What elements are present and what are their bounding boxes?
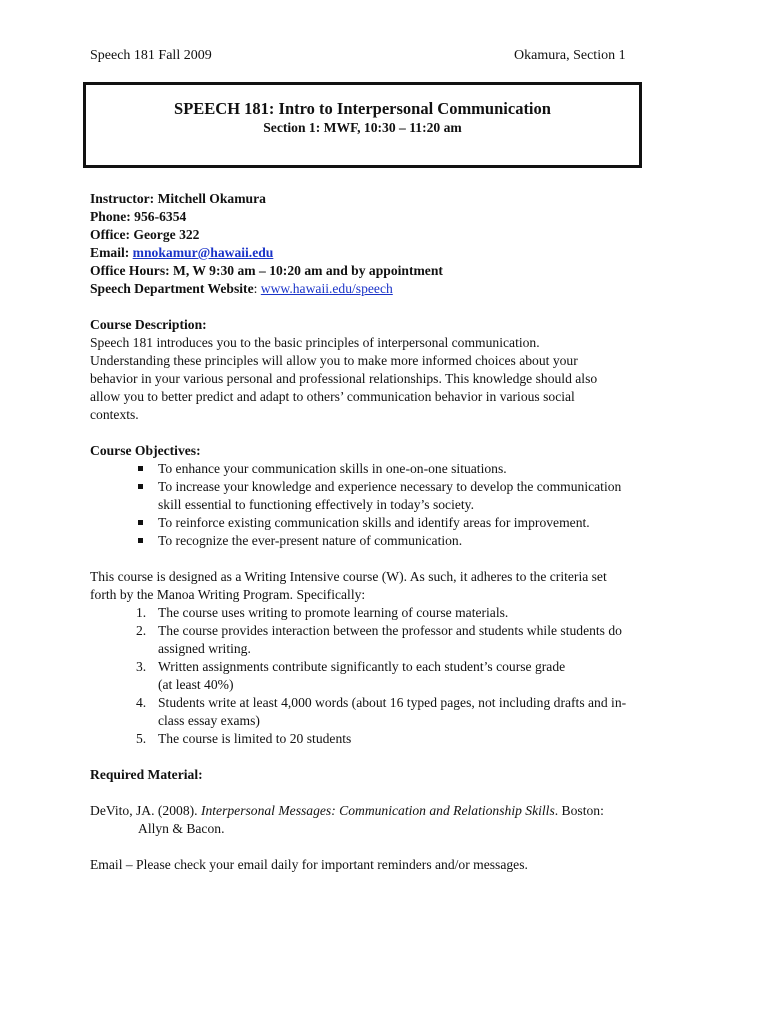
title-box	[83, 82, 642, 168]
criteria-item: 1. The course uses writing to promote learning of course materials.	[136, 605, 509, 620]
criteria-item: 3. Written assignments contribute significantly to each student’s course grade (at least 40%)	[136, 659, 566, 692]
course-description-line: allow you to better predict and adapt to others’ communication behavior in various social	[90, 389, 575, 404]
office-location: Office: George 322	[90, 227, 200, 242]
course-title: SPEECH 181: Intro to Interpersonal Communication	[174, 99, 551, 118]
criteria-item: 5. The course is limited to 20 students	[136, 731, 352, 746]
textbook-publisher: Allyn & Bacon.	[138, 821, 225, 836]
objectives-list	[90, 460, 690, 550]
objective-item: To reinforce existing communication skills and identify areas for improvement.	[138, 514, 690, 532]
syllabus-content	[90, 190, 690, 874]
writing-criteria-list	[90, 604, 690, 748]
instructor-name: Instructor: Mitchell Okamura	[90, 191, 266, 206]
required-material-heading: Required Material:	[90, 767, 203, 782]
website-separator: :	[253, 281, 261, 296]
email-note: Email – Please check your email daily for important reminders and/or messages.	[90, 857, 528, 872]
objective-item: To recognize the ever-present nature of communication.	[138, 532, 690, 550]
objective-item: To increase your knowledge and experience necessary to develop the communication skill essential to functioning effectively in today’s society.	[138, 478, 690, 514]
course-objectives-heading: Course Objectives:	[90, 443, 201, 458]
phone-number: Phone: 956-6354	[90, 209, 187, 224]
section-schedule: Section 1: MWF, 10:30 – 11:20 am	[263, 120, 462, 135]
course-description-line: behavior in your various personal and professional relationships. This knowledge should also	[90, 371, 598, 386]
header-instructor-section: Okamura, Section 1	[514, 48, 626, 63]
writing-intensive-intro: This course is designed as a Writing Intensive course (W). As such, it adheres to the criteria set	[90, 569, 607, 584]
office-hours: Office Hours: M, W 9:30 am – 10:20 am and by appointment	[90, 263, 443, 278]
course-description-line: contexts.	[90, 407, 139, 422]
course-description-heading: Course Description:	[90, 317, 207, 332]
header-course-term: Speech 181 Fall 2009	[90, 48, 212, 63]
email-label: Email:	[90, 245, 133, 260]
website-link[interactable]: www.hawaii.edu/speech	[260, 281, 393, 296]
criteria-item: 2. The course provides interaction between the professor and students while students do assigned writing.	[136, 623, 622, 656]
textbook-title: Interpersonal Messages: Communication and Relationship Skills	[200, 803, 555, 818]
course-description-line: Understanding these principles will allow you to make more informed choices about your	[90, 353, 578, 368]
email-link[interactable]: mnokamur@hawaii.edu	[132, 245, 274, 260]
website-line	[90, 280, 690, 298]
objective-item: To enhance your communication skills in one-on-one situations.	[138, 460, 690, 478]
email-line	[90, 244, 690, 262]
textbook-citation: DeVito, JA. (2008). Interpersonal Messages: Communication and Relationship Skills. Boston:	[90, 803, 604, 818]
website-label: Speech Department Website	[90, 281, 254, 296]
criteria-item: 4. Students write at least 4,000 words (about 16 typed pages, not including drafts and in- class essay exams)	[136, 695, 627, 728]
course-description-line: Speech 181 introduces you to the basic principles of interpersonal communication.	[90, 335, 540, 350]
writing-intensive-intro: forth by the Manoa Writing Program. Specifically:	[90, 587, 366, 602]
